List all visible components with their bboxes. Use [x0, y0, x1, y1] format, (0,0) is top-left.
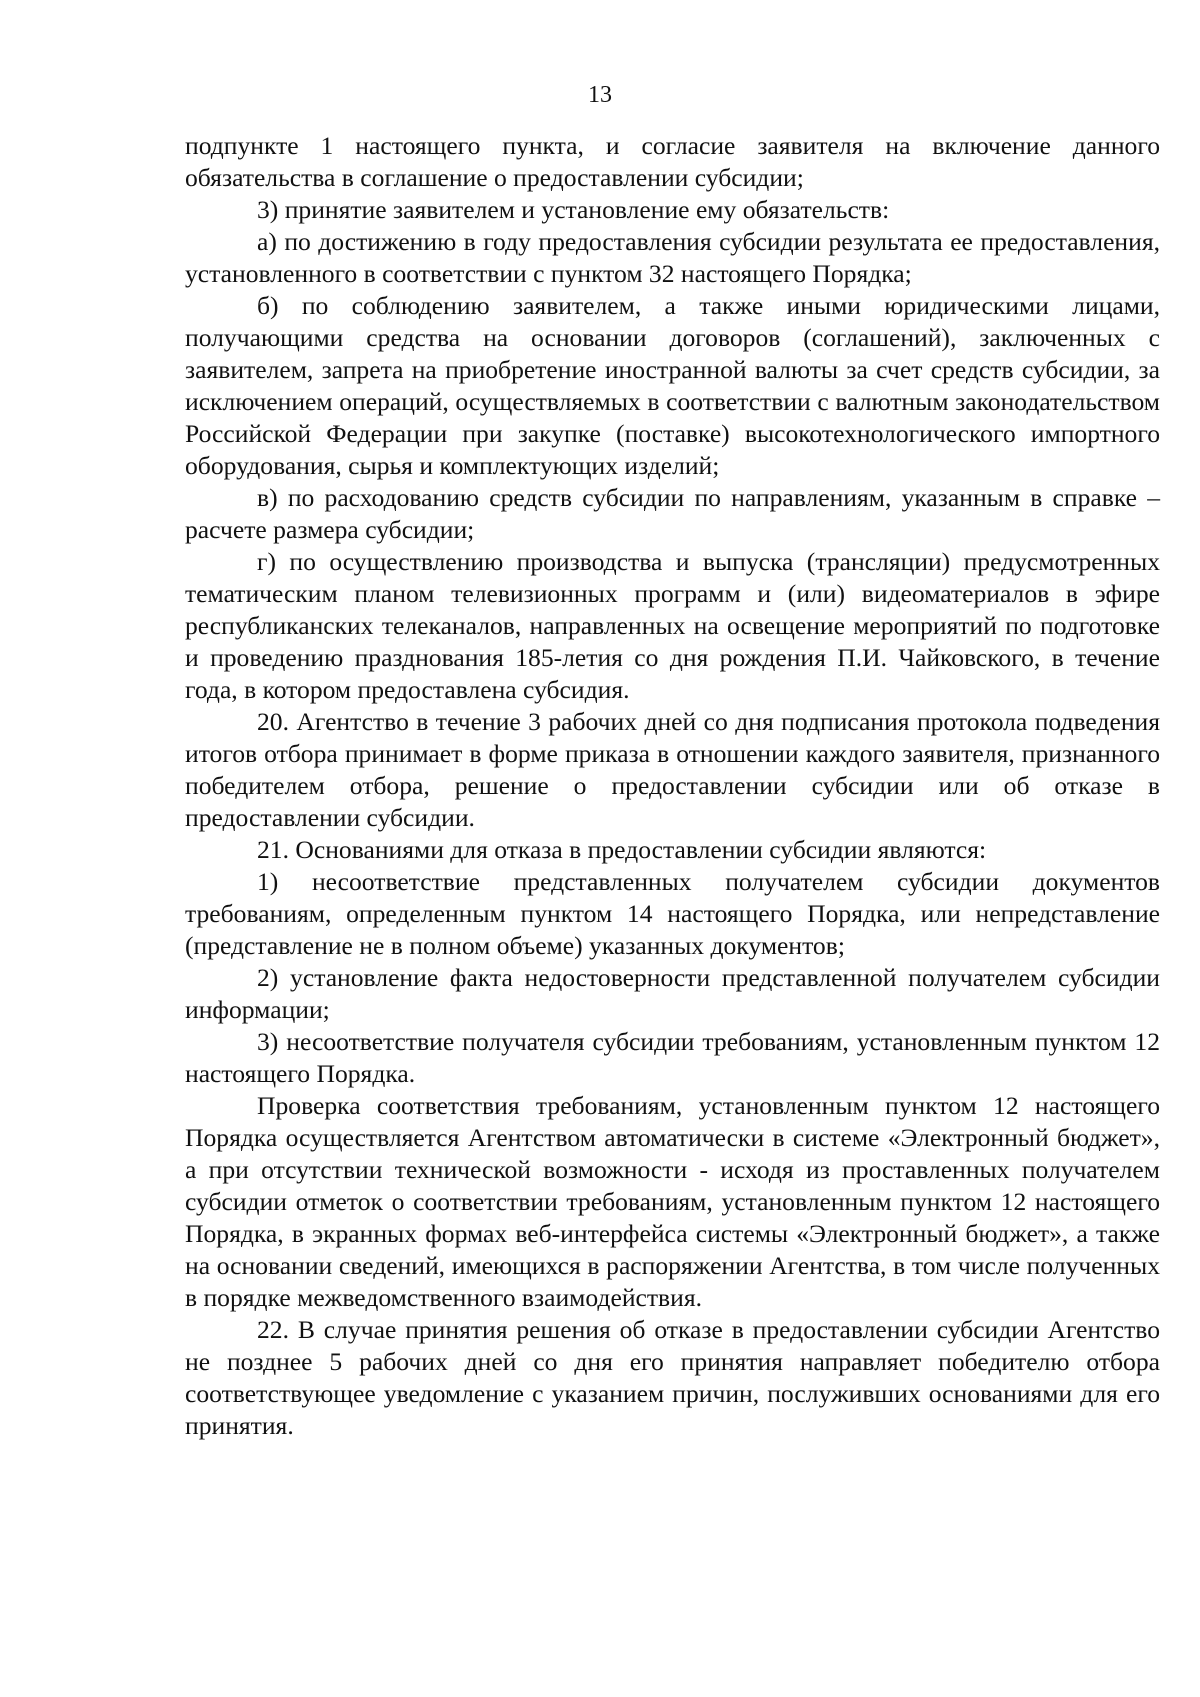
document-body [185, 130, 1160, 1442]
paragraph-item-v: в) по расходованию средств субсидии по направлениям, указанным в справке – расчете размера субсидии; [185, 483, 1160, 544]
paragraph-item-a: а) по достижению в году предоставления субсидии результата ее предоставления, установленного в соответствии с пунктом 32 настоящего Порядка; [185, 227, 1160, 288]
paragraph-clause-21-2: 2) установление факта недостоверности представленной получателем субсидии информации; [185, 963, 1160, 1024]
paragraph-clause-22: 22. В случае принятия решения об отказе в предоставлении субсидии Агентство не позднее 5 рабочих дней со дня его принятия направляет победителю отбора соответствующее уведомление с указанием причин, послуживших основаниями для его принятия. [185, 1315, 1160, 1440]
paragraph-item-3: 3) принятие заявителем и установление ему обязательств: [257, 195, 890, 224]
paragraph-item-b: б) по соблюдению заявителем, а также иными юридическими лицами, получающими средства на основании договоров (соглашений), заключенных с заявителем, запрета на приобретение иностранной валюты за счет средств субсидии, за исключением операций, осуществляемых в соответствии с валютным законодательством Российской Федерации при закупке (поставке) высокотехнологического импортного оборудования, сырья и комплектующих изделий; [185, 291, 1160, 480]
page-number: 13 [588, 82, 612, 108]
paragraph-clause-21: 21. Основаниями для отказа в предоставлении субсидии являются: [257, 835, 987, 864]
paragraph-item-g: г) по осуществлению производства и выпуска (трансляции) предусмотренных тематическим планом телевизионных программ и (или) видеоматериалов в эфире республиканских телеканалов, направленных на освещение мероприятий по подготовке и проведению празднования 185-летия со дня рождения П.И. Чайковского, в течение года, в котором предоставлена субсидия. [185, 547, 1160, 704]
paragraph-continuation: подпункте 1 настоящего пункта, и согласие заявителя на включение данного обязательства в соглашение о предоставлении субсидии; [185, 131, 1160, 192]
paragraph-clause-21-1: 1) несоответствие представленных получателем субсидии документов требованиям, определенным пунктом 14 настоящего Порядка, или непредставление (представление не в полном объеме) указанных документов; [185, 867, 1160, 960]
paragraph-verification: Проверка соответствия требованиям, установленным пунктом 12 настоящего Порядка осуществляется Агентством автоматически в системе «Электронный бюджет», а при отсутствии технической возможности - исходя из проставленных получателем субсидии отметок о соответствии требованиям, установленным пунктом 12 настоящего Порядка, в экранных формах веб-интерфейса системы «Электронный бюджет», а также на основании сведений, имеющихся в распоряжении Агентства, в том числе полученных в порядке межведомственного взаимодействия. [185, 1091, 1160, 1312]
paragraph-clause-21-3: 3) несоответствие получателя субсидии требованиям, установленным пунктом 12 настоящего Порядка. [185, 1027, 1160, 1088]
paragraph-clause-20: 20. Агентство в течение 3 рабочих дней со дня подписания протокола подведения итогов отбора принимает в форме приказа в отношении каждого заявителя, признанного победителем отбора, решение о предоставлении субсидии или об отказе в предоставлении субсидии. [185, 707, 1160, 832]
